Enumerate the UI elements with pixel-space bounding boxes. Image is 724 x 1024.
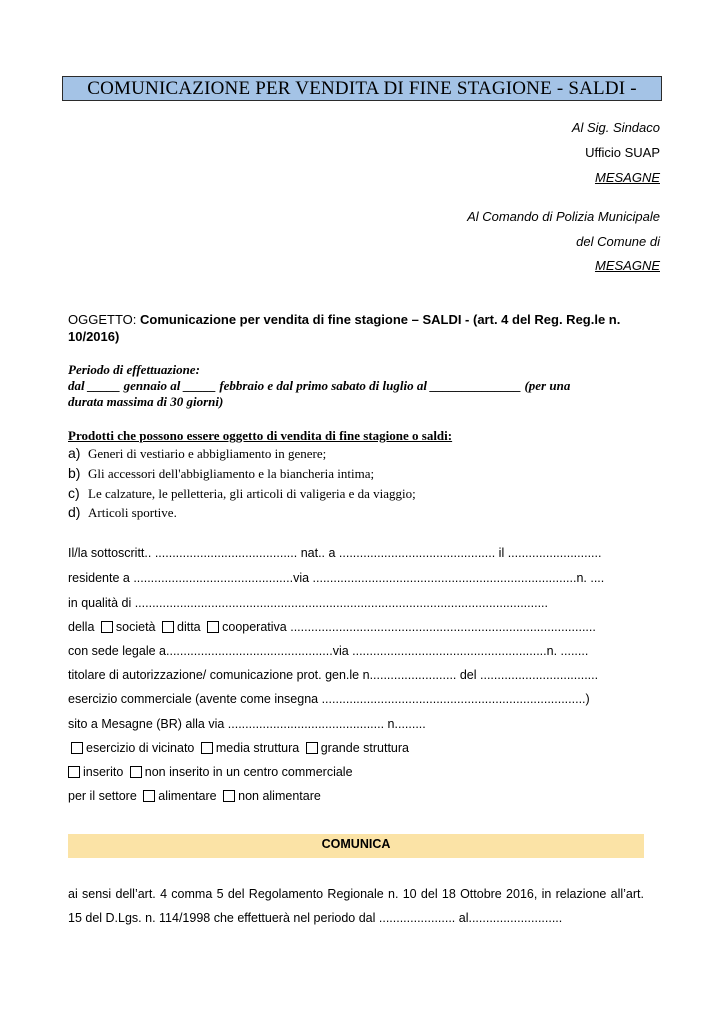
list-item [68, 465, 374, 482]
prodotti-heading: Prodotti che possono essere oggetto di vendita di fine stagione o saldi: [68, 428, 453, 443]
list-text: Le calzature, le pelletteria, gli articoli di valigeria e da viaggio; [88, 486, 416, 501]
inserito-label: inserito [83, 765, 124, 779]
non-inserito-label: non inserito in un centro commerciale [144, 765, 353, 779]
non-alimentare-checkbox[interactable] [223, 790, 235, 802]
societa-label: società [115, 620, 156, 634]
list-text: Gli accessori dell'abbigliamento e la biancheria intima; [88, 466, 375, 481]
sede-line[interactable]: con sede legale a................................................via ........................................................n. ........ [68, 644, 589, 658]
cooperativa-label: cooperativa ........................................................................................ [222, 620, 596, 634]
list-item [68, 485, 416, 502]
recipient-comune: del Comune di [576, 234, 660, 249]
oggetto-label: OGGETTO: [68, 312, 140, 327]
cooperativa-checkbox[interactable] [207, 621, 219, 633]
recipient-ufficio: Ufficio SUAP [585, 145, 660, 160]
document-title: COMUNICAZIONE PER VENDITA DI FINE STAGIONE - SALDI - [62, 76, 662, 101]
ditta-label: ditta [177, 620, 201, 634]
grande-checkbox[interactable] [306, 742, 318, 754]
settore-line [68, 788, 321, 804]
recipient-sindaco: Al Sig. Sindaco [571, 120, 660, 135]
vicinato-label: esercizio di vicinato [86, 741, 195, 755]
della-label: della [68, 620, 95, 634]
periodo-line2: durata massima di 30 giorni) [68, 394, 224, 409]
ditta-checkbox[interactable] [162, 621, 174, 633]
recipient-city-2: MESAGNE [594, 258, 660, 273]
forma-giuridica-line [68, 619, 596, 635]
media-label: media struttura [215, 741, 300, 755]
list-text: Generi di vestiario e abbigliamento in genere; [88, 446, 327, 461]
sottoscritto-line[interactable]: Il/la sottoscritt.. ......................................... nat.. a ............................................. il ........................... [68, 546, 602, 560]
vicinato-checkbox[interactable] [71, 742, 83, 754]
list-letter: c) [68, 485, 80, 501]
list-letter: a) [68, 445, 81, 461]
qualita-line[interactable]: in qualità di ....................................................................................................................... [68, 596, 548, 610]
periodo-section [68, 362, 668, 410]
oggetto-text: Comunicazione per vendita di fine stagione – SALDI - (art. 4 del Reg. Reg.le n. 10/2016) [68, 312, 621, 344]
alimentare-checkbox[interactable] [143, 790, 155, 802]
list-letter: d) [68, 504, 81, 520]
list-item [68, 445, 326, 462]
list-item [68, 504, 177, 521]
centro-commerciale-line [68, 764, 353, 780]
grande-label: grande struttura [320, 741, 409, 755]
residente-line[interactable]: residente a ..............................................via ............................................................................n. .... [68, 571, 605, 585]
oggetto-section [68, 311, 662, 345]
societa-checkbox[interactable] [101, 621, 113, 633]
periodo-heading: Periodo di effettuazione: [68, 362, 200, 377]
recipient-polizia: Al Comando di Polizia Municipale [467, 209, 660, 224]
non-alimentare-label: non alimentare [238, 789, 321, 803]
comunica-text: ai sensi dell’art. 4 comma 5 del Regolamento Regionale n. 10 del 18 Ottobre 2016, in relazione all’art. 15 del D.Lgs. n. 114/1998 che effettuerà nel periodo dal ...................... al........................... [68, 887, 644, 925]
periodo-line1: dal _____ gennaio al _____ febbraio e dal primo sabato di luglio al ______________ (per una [68, 378, 571, 393]
list-letter: b) [68, 465, 81, 481]
media-checkbox[interactable] [201, 742, 213, 754]
sito-line[interactable]: sito a Mesagne (BR) alla via ............................................. n......... [68, 717, 426, 731]
settore-label: per il settore [68, 789, 137, 803]
inserito-checkbox[interactable] [68, 766, 80, 778]
list-text: Articoli sportive. [88, 505, 177, 520]
non-inserito-checkbox[interactable] [130, 766, 142, 778]
recipient-city: MESAGNE [594, 170, 660, 185]
comunica-heading: COMUNICA [68, 834, 644, 858]
esercizio-line[interactable]: esercizio commerciale (avente come insegna ............................................................................) [68, 692, 590, 706]
alimentare-label: alimentare [158, 789, 217, 803]
tipologia-line [68, 740, 409, 756]
titolare-line[interactable]: titolare di autorizzazione/ comunicazione prot. gen.le n......................... del .................................. [68, 668, 599, 682]
